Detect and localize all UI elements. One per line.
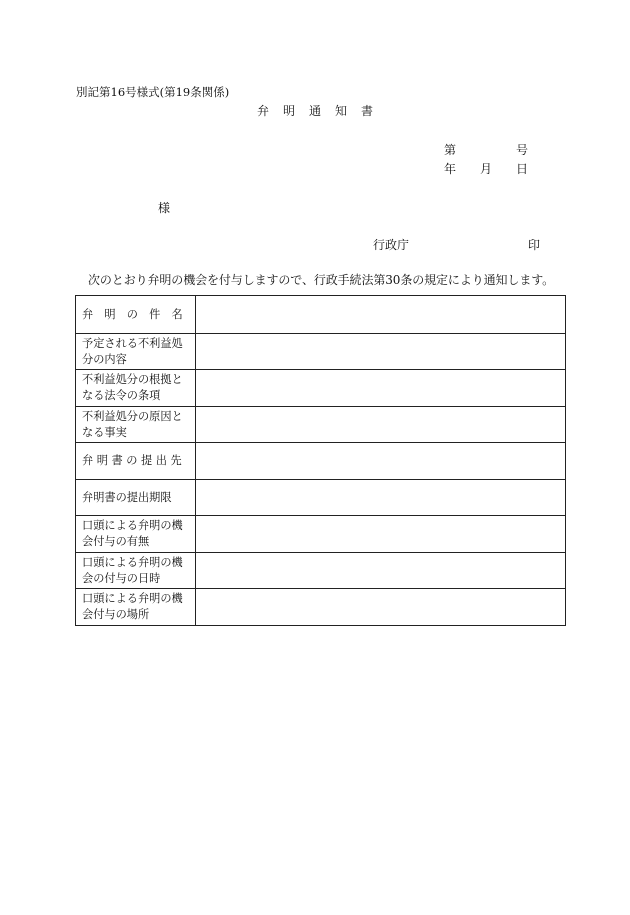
notice-body-text: 次のとおり弁明の機会を付与しますので、行政手続法第30条の規定により通知します。 <box>88 273 555 287</box>
notice-form-table <box>75 295 566 626</box>
issuing-agency: 行政庁 <box>373 238 410 252</box>
addressee-honorific: 様 <box>158 201 171 215</box>
table-row <box>76 407 566 443</box>
row-value[interactable] <box>196 370 566 407</box>
title-char: 書 <box>361 104 374 118</box>
table-row <box>76 516 566 553</box>
table-row <box>76 553 566 589</box>
row-label: 弁 明 の 件 名 <box>76 296 196 334</box>
table-row <box>76 589 566 626</box>
row-value[interactable] <box>196 589 566 626</box>
date-month-label: 月 <box>480 162 493 176</box>
row-label: 弁 明 書 の 提 出 先 <box>76 443 196 480</box>
table-row <box>76 334 566 370</box>
seal-mark: 印 <box>528 238 541 252</box>
document-number-suffix: 号 <box>516 143 529 157</box>
date-day-label: 日 <box>516 162 529 176</box>
table-row <box>76 370 566 407</box>
row-value[interactable] <box>196 296 566 334</box>
row-value[interactable] <box>196 334 566 370</box>
row-label: 不利益処分の原因となる事実 <box>76 407 196 443</box>
document-number-prefix: 第 <box>444 143 457 157</box>
table-row <box>76 480 566 516</box>
row-value[interactable] <box>196 480 566 516</box>
row-value[interactable] <box>196 553 566 589</box>
row-label: 不利益処分の根拠となる法令の条項 <box>76 370 196 407</box>
row-label: 予定される不利益処分の内容 <box>76 334 196 370</box>
title-char: 通 <box>308 104 321 118</box>
row-value[interactable] <box>196 407 566 443</box>
form-reference: 別記第16号様式(第19条関係) <box>76 85 230 99</box>
row-value[interactable] <box>196 516 566 553</box>
row-label: 口頭による弁明の機会付与の場所 <box>76 589 196 626</box>
table-row <box>76 443 566 480</box>
title-char: 明 <box>282 104 295 118</box>
row-label: 口頭による弁明の機会の付与の日時 <box>76 553 196 589</box>
row-label: 口頭による弁明の機会付与の有無 <box>76 516 196 553</box>
document-title <box>0 102 630 119</box>
row-label: 弁明書の提出期限 <box>76 480 196 516</box>
date-year-label: 年 <box>444 162 457 176</box>
title-char: 弁 <box>256 104 269 118</box>
table-row <box>76 296 566 334</box>
row-value[interactable] <box>196 443 566 480</box>
title-char: 知 <box>335 104 348 118</box>
